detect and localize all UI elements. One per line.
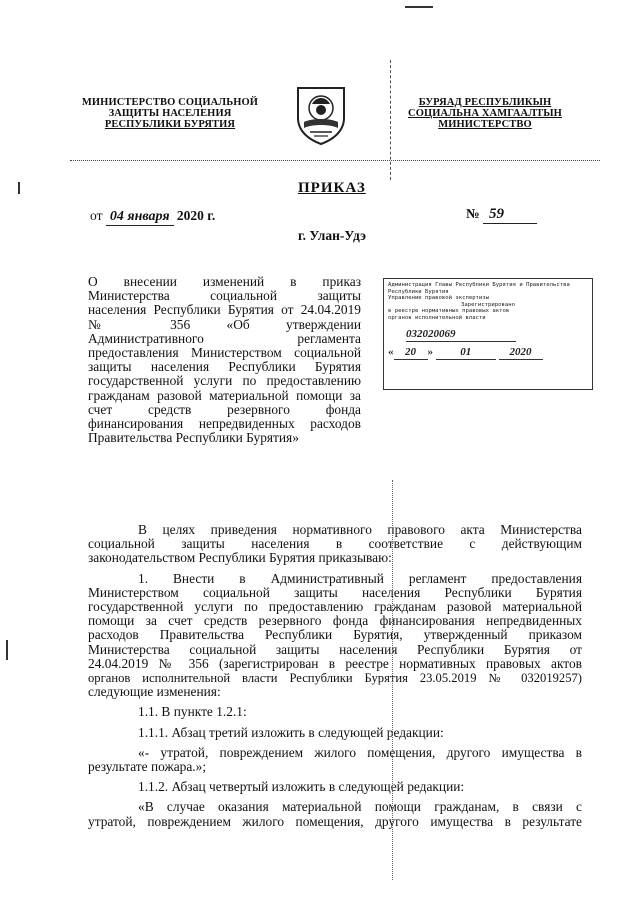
stamp-row: в реестре нормативных правовых актов [388, 308, 510, 315]
subject-line: № 356 «Об утверждении [88, 316, 361, 332]
order-subject [88, 275, 361, 445]
item1-line: 24.04.2019 № 356 (зарегистрирован в реестре нормативных правовых актов [88, 655, 582, 671]
ministry-name-ru [70, 97, 270, 130]
ministry-ru-line2: ЗАЩИТЫ НАСЕЛЕНИЯ [108, 108, 232, 119]
stamp-row: Администрация Главы Республики Бурятия и Правительства [388, 282, 570, 288]
paragraph-1-1-1: 1.1.1. Абзац третий изложить в следующей редакции: [138, 724, 444, 740]
item1-line: следующие изменения: [88, 684, 221, 700]
item1-line: 1. Внести в Административный регламент предоставления [138, 570, 582, 586]
quote2-line: «В случае оказания материальной помощи гражданам, в связи с [138, 799, 582, 815]
subject-line: государственной услуги по предоставлению [88, 373, 361, 389]
order-date [90, 208, 215, 226]
stamp-row: Республики Бурятия [388, 288, 449, 295]
date-prefix: от [90, 208, 103, 223]
order-body [88, 523, 582, 829]
item1-line: расходов Правительства Республики Бурятия, утвержденный приказом [88, 627, 582, 643]
subject-line: финансирования непредвиденных расходов [88, 416, 361, 432]
paragraph-1-1: 1.1. В пункте 1.2.1: [138, 704, 247, 720]
stamp-year: 2020 [499, 346, 543, 360]
scan-mark [18, 182, 20, 194]
quote2-line: утратой, повреждением жилого помещения, другого имущества в результате [88, 813, 582, 829]
subject-line: счет средств резервного фонда [88, 401, 361, 417]
stamp-row: Зарегистрировано [461, 301, 515, 308]
scan-mark [405, 6, 433, 8]
preamble-line: социальной защиты населения в соответствие с действующим [88, 536, 582, 552]
stamp-month: 01 [436, 346, 496, 360]
item1-line: помощи за счет средств резервного фонда финансирования непредвиденных [88, 613, 582, 629]
scan-mark [6, 640, 8, 660]
subject-line: гражданам разовой материальной помощи за [88, 387, 361, 403]
stamp-reg-number: 032020069 [406, 328, 516, 342]
coat-of-arms-icon [294, 84, 348, 146]
item1-line: государственной услуги по предоставлению гражданам разовой материальной [88, 599, 582, 615]
preamble-line: законодательством Республики Бурятия приказываю: [88, 550, 392, 566]
date-year: 2020 г. [176, 208, 216, 223]
header-divider [70, 160, 600, 161]
quote1-line: «- утратой, повреждением жилого помещения, другого имущества в [138, 744, 582, 760]
subject-line: Правительства Республики Бурятия» [88, 430, 299, 446]
scan-fold-line [390, 60, 391, 180]
stamp-row: Управление правовой экспертизы [388, 295, 490, 302]
item1-line: Министерства социальной защиты населения Республики Бурятия от [88, 641, 582, 657]
subject-line: защиты населения Республики Бурятия [88, 359, 361, 375]
subject-line: О внесении изменений в приказ [88, 274, 361, 289]
city: г. Улан-Удэ [298, 228, 366, 243]
ministry-bur-line3: МИНИСТЕРСТВО [438, 119, 532, 130]
number-prefix: № [466, 206, 480, 221]
stamp-day: 20 [394, 346, 428, 360]
ministry-bur-line2: СОЦИАЛЬНА ХАМГААЛТЫН [408, 108, 562, 119]
stamp-reg-date: « 20 » 01 2020 [388, 346, 588, 360]
subject-line: предоставления Министерством социальной [88, 345, 361, 361]
date-handwritten: 04 января [106, 209, 174, 226]
scan-fold-line [392, 480, 393, 880]
order-number [466, 206, 537, 224]
quote1-line: результате пожара.»; [88, 759, 207, 775]
registration-stamp [383, 278, 593, 390]
preamble-line: В целях приведения нормативного правового акта Министерства [138, 522, 582, 537]
number-handwritten: 59 [483, 206, 537, 224]
item1-line: органов исполнительной власти Республики Бурятия 23.05.2019 № 032019257) [88, 671, 582, 686]
stamp-row: органов исполнительной власти [388, 314, 486, 321]
ministry-ru-line3: РЕСПУБЛИКИ БУРЯТИЯ [104, 119, 236, 130]
item1-line: Министерством социальной защиты населения Республики Бурятия [88, 584, 582, 600]
subject-line: населения Республики Бурятия от 24.04.2019 [88, 302, 361, 318]
ministry-bur-line1: БУРЯАД РЕСПУБЛИКЫН [418, 97, 552, 108]
paragraph-1-1-2: 1.1.2. Абзац четвертый изложить в следующей редакции: [138, 779, 465, 795]
order-title: ПРИКАЗ [298, 180, 366, 196]
subject-line: Административного регламента [88, 330, 361, 346]
subject-line: Министерства социальной защиты [88, 288, 361, 304]
ministry-ru-line1: МИНИСТЕРСТВО СОЦИАЛЬНОЙ [81, 97, 259, 108]
ministry-name-bur [385, 97, 585, 130]
